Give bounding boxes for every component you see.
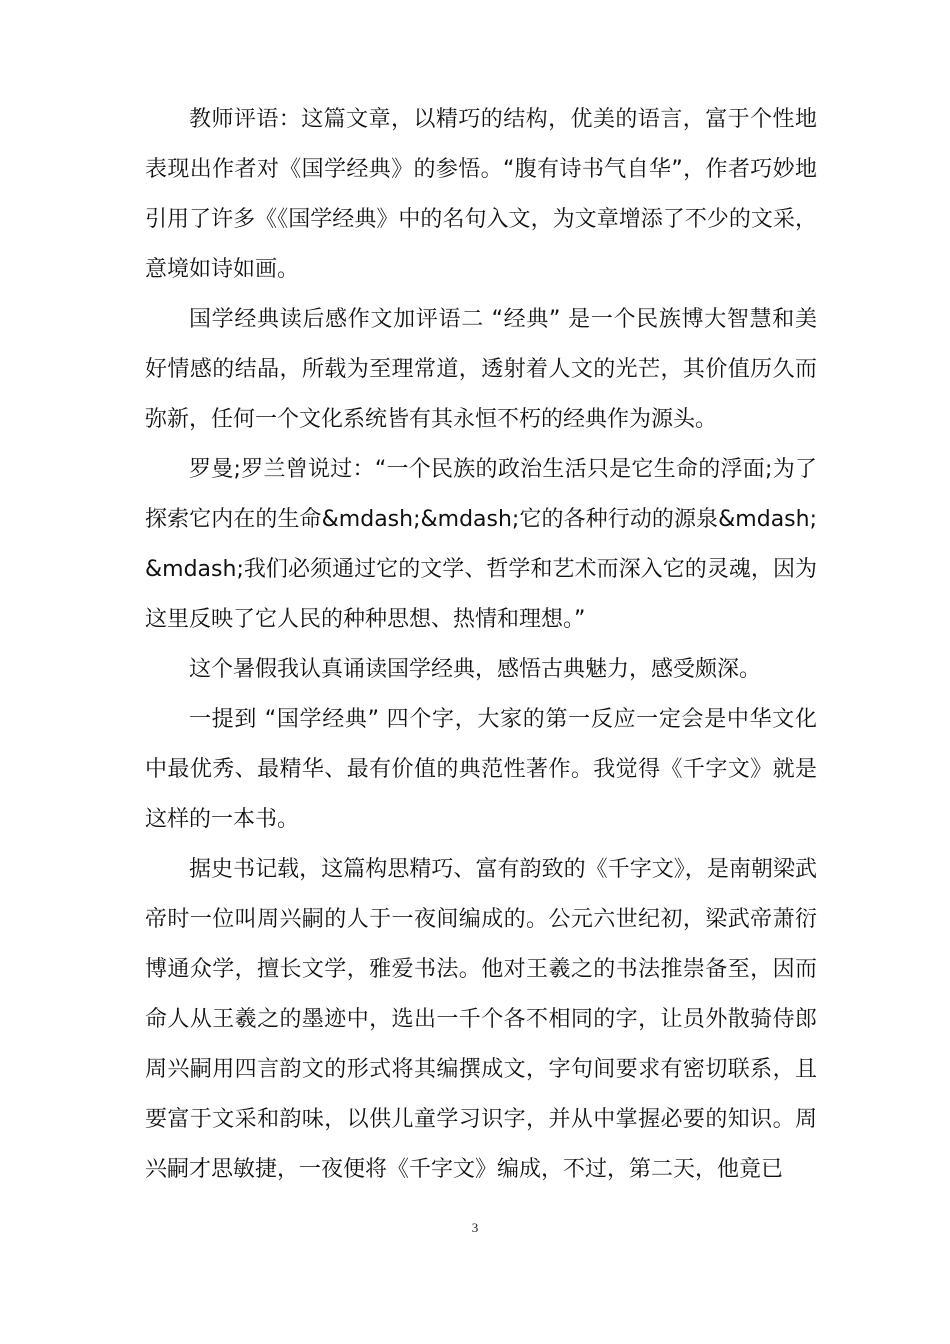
body-text — [145, 95, 817, 1195]
paragraph-qianziwen-history: 据史书记载，这篇构思精巧、富有韵致的《千字文》，是南朝梁武帝时一位叫周兴嗣的人于一夜间编成的。公元六世纪初，梁武帝萧衍博通众学，擅长文学，雅爱书法。他对王羲之的书法推崇备至，因而命人从王羲之的墨迹中，选出一千个各不相同的字，让员外散骑侍郎周兴嗣用四言韵文的形式将其编撰成文，字句间要求有密切联系，且要富于文采和韵味，以供儿童学习识字，并从中掌握必要的知识。周兴嗣才思敏捷，一夜便将《千字文》编成，不过，第二天，他竟已 — [145, 857, 817, 1182]
paragraph-classics-intro: 国学经典读后感作文加评语二 “经典” 是一个民族博大智慧和美好情感的结晶，所载为至理常道，透射着人文的光芒，其价值历久而弥新，任何一个文化系统皆有其永恒不朽的经典作为源头。 — [145, 307, 817, 432]
paragraph-qianziwen-intro: 一提到 “国学经典” 四个字，大家的第一反应一定会是中华文化中最优秀、最精华、最有价值的典范性著作。我觉得《千字文》就是这样的一本书。 — [145, 707, 817, 832]
paragraph-romain-rolland-quote: 罗曼;罗兰曾说过：“一个民族的政治生活只是它生命的浮面;为了探索它内在的生命&mdash;&mdash;它的各种行动的源泉&mdash;&mdash;我们必须通过它的文学、哲学和艺术而深入它的灵魂，因为这里反映了它人民的种种思想、热情和理想。” — [145, 457, 817, 632]
page-number: 3 — [471, 1220, 479, 1235]
paragraph-teacher-comment: 教师评语：这篇文章，以精巧的结构，优美的语言，富于个性地表现出作者对《国学经典》的参悟。“腹有诗书气自华”，作者巧妙地引用了许多《《国学经典》中的名句入文，为文章增添了不少的文采，意境如诗如画。 — [145, 107, 817, 282]
paragraph-summer-reading: 这个暑假我认真诵读国学经典，感悟古典魅力，感受颇深。 — [189, 657, 762, 682]
